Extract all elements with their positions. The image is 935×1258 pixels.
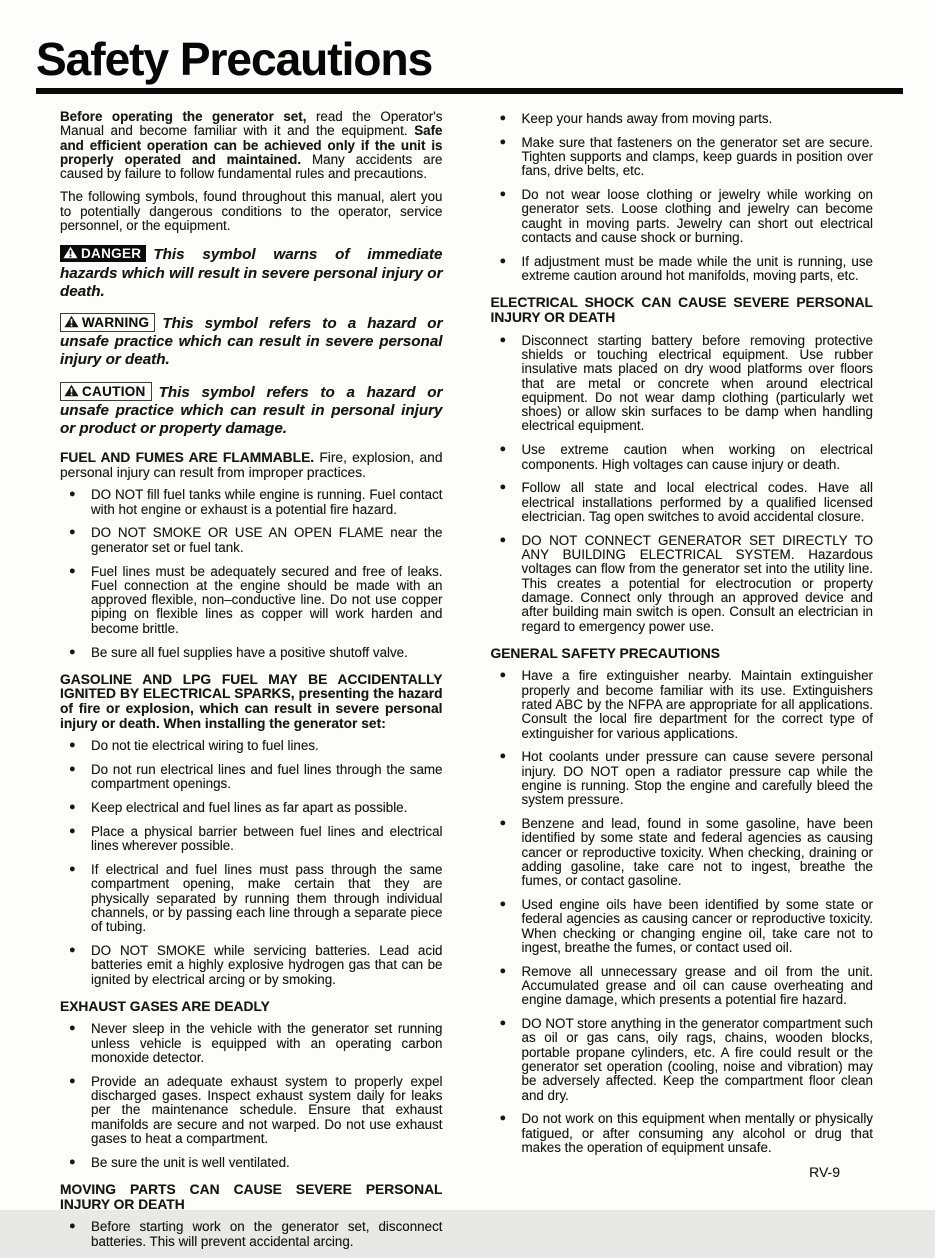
danger-label-text: DANGER bbox=[81, 246, 142, 262]
bullet-item: ● Before starting work on the generator set, disconnect batteries. This will prevent accidental arcing. bbox=[69, 1219, 443, 1249]
bullet-item: ● Remove all unnecessary grease and oil from the unit. Accumulated grease and oil can cause overheating and engine damage, which presents a potential fire hazard. bbox=[499, 963, 873, 1008]
fuel-bullet-list bbox=[60, 488, 443, 659]
bullet-item: ● Make sure that fasteners on the generator set are secure. Tighten supports and clamps, keep guards in position over fans, drive belts, etc. bbox=[499, 134, 873, 179]
danger-label bbox=[60, 245, 146, 262]
bullet-dot-icon: ● bbox=[69, 645, 76, 658]
bullet-item: ● Place a physical barrier between fuel lines and electrical lines wherever possible. bbox=[69, 823, 443, 854]
left-column bbox=[60, 110, 443, 1258]
bullet-dot-icon: ● bbox=[499, 135, 507, 148]
caution-text: This symbol refers to a hazard or unsafe practice which can result in personal injury or product or property damage. bbox=[60, 383, 443, 437]
bullet-item: ● If adjustment must be made while the unit is running, use extreme caution around hot manifolds, moving parts, etc. bbox=[499, 253, 873, 284]
gasoline-bullet-list bbox=[60, 739, 443, 987]
page-header bbox=[0, 0, 935, 94]
bullet-item: ● Keep electrical and fuel lines as far apart as possible. bbox=[69, 800, 408, 816]
fuel-heading-bold: FUEL AND FUMES ARE FLAMMABLE. bbox=[60, 450, 315, 466]
bullet-dot-icon: ● bbox=[69, 863, 76, 876]
bullet-dot-icon: ● bbox=[69, 739, 76, 752]
danger-text: This symbol warns of immediate hazards which will result in severe personal injury or death. bbox=[60, 246, 443, 300]
right-column bbox=[491, 110, 874, 1258]
bullet-dot-icon: ● bbox=[69, 1074, 76, 1087]
bullet-item: ● DO NOT fill fuel tanks while engine is running. Fuel contact with hot engine or exhaust is a potential fire hazard. bbox=[69, 487, 443, 517]
bullet-dot-icon: ● bbox=[499, 481, 507, 494]
bullet-item: ● If electrical and fuel lines must pass through the same compartment opening, make certain that they are physically separated by running them through individual channels, or by passing each line through a separate piece of tubing. bbox=[69, 862, 443, 935]
section-heading-exhaust: EXHAUST GASES ARE DEADLY bbox=[60, 998, 270, 1014]
bullet-item: ● Do not wear loose clothing or jewelry while working on generator sets. Loose clothing and jewelry can become caught in moving parts. Jewelry can short out electrical contacts and cause shock or burning. bbox=[499, 187, 873, 246]
bullet-dot-icon: ● bbox=[69, 763, 76, 776]
bullet-dot-icon: ● bbox=[499, 112, 507, 124]
warning-notice bbox=[60, 313, 443, 370]
moving-parts-continued-list bbox=[491, 112, 874, 283]
page-title: Safety Precautions bbox=[36, 33, 433, 85]
moving-parts-bullet-list bbox=[60, 1220, 443, 1249]
bullet-item: ● Use extreme caution when working on electrical components. High voltages can cause injury or death. bbox=[499, 442, 873, 472]
warning-triangle-icon bbox=[63, 246, 78, 259]
bullet-dot-icon: ● bbox=[499, 1017, 507, 1030]
page-number: RV-9 bbox=[809, 1163, 840, 1180]
bullet-item: ● Follow all state and local electrical codes. Have all electrical installations performed by a qualified licensed electrician. Tag open switches to avoid accidental closure. bbox=[499, 480, 873, 524]
bullet-item: ● DO NOT store anything in the generator compartment such as oil or gas cans, oily rags, chains, wooden blocks, portable propane cylinders, etc. A fire could result or the generator set operation (cooling, noise and vibration) may be adversely affected. Keep the compartment floor clean and dry. bbox=[499, 1016, 873, 1103]
intro-bold-2: Safe and efficient operation can be achieved only if the unit is properly operated and maintained. bbox=[60, 123, 443, 167]
bullet-dot-icon: ● bbox=[499, 964, 507, 977]
bullet-item: ● Have a fire extinguisher nearby. Maintain extinguisher properly and become familiar with its use. Extinguishers rated ABC by the NFPA are appropriate for all applications. Consult the local fire department for the correct type of extinguisher for various applications. bbox=[499, 668, 873, 741]
section-heading-fuel bbox=[60, 451, 443, 480]
bullet-dot-icon: ● bbox=[499, 443, 507, 456]
bullet-item: ● Be sure the unit is well ventilated. bbox=[69, 1154, 290, 1170]
bullet-dot-icon: ● bbox=[69, 526, 76, 539]
bullet-item: ● Do not tie electrical wiring to fuel lines. bbox=[69, 738, 319, 754]
caution-label-text: CAUTION bbox=[82, 383, 146, 399]
bullet-dot-icon: ● bbox=[69, 801, 76, 814]
section-heading-electrical-shock: ELECTRICAL SHOCK CAN CAUSE SEVERE PERSONAL INJURY OR DEATH bbox=[490, 295, 873, 326]
caution-notice bbox=[60, 382, 443, 439]
bullet-dot-icon: ● bbox=[499, 898, 507, 911]
bullet-item: ● Do not work on this equipment when mentally or physically fatigued, or after consuming any alcohol or drug that makes the operation of equipment unsafe. bbox=[499, 1111, 873, 1155]
intro-regular-1: read the Operator's Manual and become familiar with it and the equipment. bbox=[60, 109, 443, 139]
bullet-dot-icon: ● bbox=[499, 817, 507, 830]
warning-label bbox=[60, 313, 155, 332]
section-heading-moving-parts: MOVING PARTS CAN CAUSE SEVERE PERSONAL INJURY OR DEATH bbox=[60, 1182, 443, 1212]
electrical-shock-bullet-list bbox=[491, 334, 874, 634]
bullet-dot-icon: ● bbox=[499, 333, 507, 346]
two-column-body bbox=[0, 94, 935, 1258]
bullet-dot-icon: ● bbox=[69, 1220, 76, 1233]
bullet-item: ● Hot coolants under pressure can cause severe personal injury. DO NOT open a radiator pressure cap while the engine is running. Stop the engine and carefully bleed the system pressure. bbox=[499, 749, 873, 808]
bullet-dot-icon: ● bbox=[69, 1155, 76, 1168]
bullet-item: ● Be sure all fuel supplies have a positive shutoff valve. bbox=[69, 644, 408, 660]
bullet-dot-icon: ● bbox=[69, 488, 76, 501]
bullet-dot-icon: ● bbox=[69, 944, 76, 956]
bullet-item: ● DO NOT CONNECT GENERATOR SET DIRECTLY TO ANY BUILDING ELECTRICAL SYSTEM. Hazardous voltages can flow from the generator set into the utility line. This creates a potential for electrocution or property damage. Connect only through an approved device and after building main switch is open. Consult an electrician in regard to emergency power use. bbox=[499, 532, 873, 634]
intro-paragraph bbox=[60, 110, 443, 181]
bullet-item: ● Provide an adequate exhaust system to properly expel discharged gases. Inspect exhaust system daily for leaks per the maintenance schedule. Ensure that exhaust manifolds are secure and not warped. Do not use exhaust gases to heat a compartment. bbox=[69, 1073, 443, 1147]
bullet-dot-icon: ● bbox=[499, 1112, 507, 1125]
warning-text: This symbol refers to a hazard or unsafe practice which can result in severe personal injury or death. bbox=[60, 314, 443, 369]
bullet-dot-icon: ● bbox=[499, 669, 507, 682]
intro-regular-2: Many accidents are caused by failure to follow fundamental rules and precautions. bbox=[60, 151, 443, 182]
general-safety-bullet-list bbox=[491, 669, 874, 1155]
fuel-heading-tail: Fire, explosion, and personal injury can result from improper practices. bbox=[60, 450, 443, 480]
bullet-item: ● Disconnect starting battery before removing protective shields or touching electrical equipment. Use rubber insulative mats placed on dry wood platforms over floors that are metal or concrete when around electrical equipment. Do not wear damp clothing (particularly wet shoes) or allow skin surfaces to be damp when handling electrical equipment. bbox=[499, 332, 873, 434]
bullet-item: ● Do not run electrical lines and fuel lines through the same compartment openings. bbox=[69, 762, 443, 792]
bullet-dot-icon: ● bbox=[69, 1022, 76, 1035]
caution-label bbox=[60, 382, 152, 401]
intro-bold-lead: Before operating the generator set, bbox=[60, 109, 307, 124]
bullet-dot-icon: ● bbox=[499, 188, 507, 201]
symbols-paragraph: The following symbols, found throughout this manual, alert you to potentially dangerous conditions to the operator, service personnel, or the equipment. bbox=[60, 189, 443, 234]
exhaust-bullet-list bbox=[60, 1022, 443, 1170]
bullet-dot-icon: ● bbox=[499, 533, 507, 546]
warning-triangle-icon bbox=[64, 384, 79, 397]
bullet-item: ● Never sleep in the vehicle with the generator set running unless vehicle is equipped with an operating carbon monoxide detector. bbox=[69, 1021, 443, 1066]
bullet-item: ● DO NOT SMOKE while servicing batteries. Lead acid batteries emit a highly explosive hydrogen gas that can be ignited by electrical arcing or by smoking. bbox=[69, 943, 443, 987]
bullet-item: ● Keep your hands away from moving parts. bbox=[499, 111, 773, 126]
bullet-dot-icon: ● bbox=[499, 750, 507, 763]
bullet-item: ● DO NOT SMOKE OR USE AN OPEN FLAME near the generator set or fuel tank. bbox=[69, 525, 443, 555]
bullet-dot-icon: ● bbox=[499, 254, 507, 267]
bullet-dot-icon: ● bbox=[69, 564, 76, 577]
bullet-item: ● Fuel lines must be adequately secured and free of leaks. Fuel connection at the engine should be made with an approved flexible, non–conductive line. Do not use copper piping on flexible lines as copper will work harden and become brittle. bbox=[69, 563, 443, 636]
section-heading-general-safety: GENERAL SAFETY PRECAUTIONS bbox=[490, 645, 720, 661]
danger-notice bbox=[60, 245, 443, 301]
bullet-item: ● Benzene and lead, found in some gasoline, have been identified by some state and federal agencies as causing cancer or reproductive toxicity. When checking, draining or adding gasoline, take care not to ingest, breathe the fumes, or contact gasoline. bbox=[499, 816, 873, 889]
bullet-dot-icon: ● bbox=[69, 824, 76, 837]
section-heading-gasoline: GASOLINE AND LPG FUEL MAY BE ACCIDENTALLY IGNITED BY ELECTRICAL SPARKS, presenting the hazard of fire or explosion, which can result in severe personal injury or death. When installing the generator set: bbox=[60, 671, 443, 731]
warning-label-text: WARNING bbox=[82, 314, 150, 330]
warning-triangle-icon bbox=[64, 315, 79, 328]
bullet-item: ● Used engine oils have been identified by some state or federal agencies as causing cancer or reproductive toxicity. When checking or changing engine oil, take care not to ingest, breathe the fumes, or contact used oil. bbox=[499, 897, 873, 955]
